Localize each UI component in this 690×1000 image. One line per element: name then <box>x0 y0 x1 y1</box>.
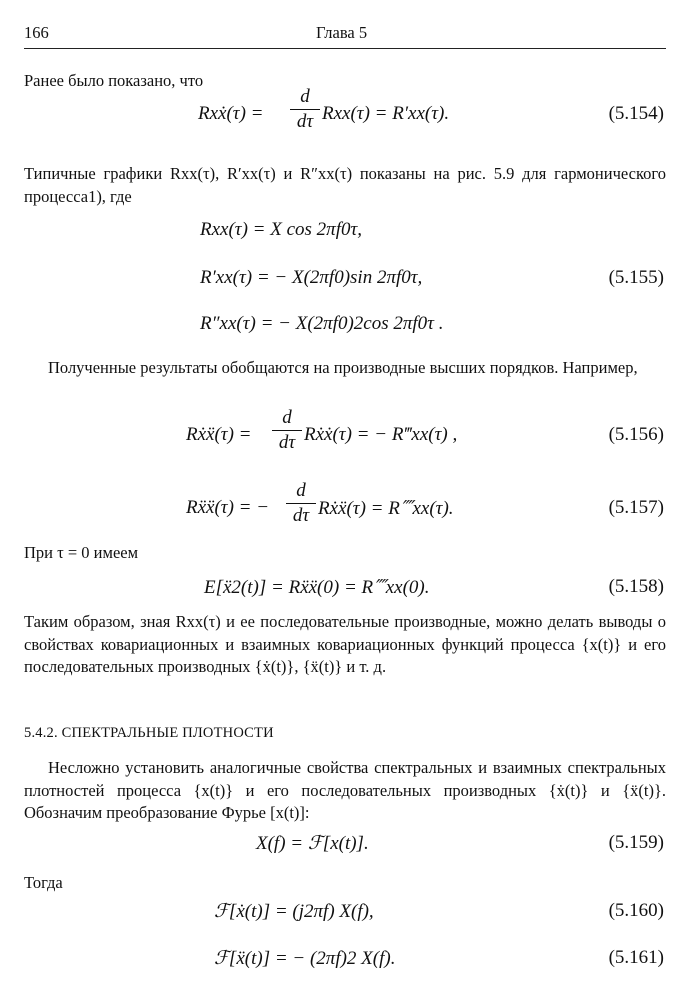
eq157-fraction: d dτ <box>286 480 316 527</box>
eq160-number: (5.160) <box>608 900 664 921</box>
eq158-expr: E[ẍ2(t)] = Rẍẍ(0) = R⁗xx(0). <box>204 577 430 598</box>
eq156-fraction: d dτ <box>272 407 302 454</box>
eq159-expr: X(f) = ℱ[x(t)]. <box>256 833 369 854</box>
eq155-line2: R′xx(τ) = − X(2πf0)sin 2πf0τ, <box>200 267 423 288</box>
eq161-expr: ℱ[ẍ(t)] = − (2πf)2 X(f). <box>214 948 396 969</box>
page-number: 166 <box>24 23 49 42</box>
at-zero-text: При τ = 0 имеем <box>24 543 139 562</box>
eq154-fraction: d dτ <box>290 86 320 133</box>
eq155-number: (5.155) <box>608 267 664 288</box>
paragraph-typical-graphs-text: Типичные графики Rxx(τ), R′xx(τ) и R″xx(τ) показаны на рис. 5.9 для гармонического процесса1), где <box>24 164 666 206</box>
paragraph-spectral <box>24 757 666 825</box>
eq158-number: (5.158) <box>608 576 664 597</box>
eq154-rhs: Rxx(τ) = R′xx(τ). <box>322 103 450 124</box>
eq159-number: (5.159) <box>608 832 664 853</box>
eq154-number: (5.154) <box>608 103 664 124</box>
chapter-title: Глава 5 <box>316 23 368 42</box>
paragraph-thus <box>24 611 666 679</box>
header-rule <box>24 48 666 49</box>
paragraph-generalize-text: Полученные результаты обобщаются на производные высших порядков. Например, <box>48 358 638 377</box>
eq160-expr: ℱ[ẋ(t)] = (j2πf) X(f), <box>214 901 374 922</box>
paragraph-spectral-text: Несложно установить аналогичные свойства спектральных и взаимных спектральных плотностей процесса {x(t)} и его последовательных производных {ẋ(t)} и {ẍ(t)}. Обозначим преобразование Фурье [x(t)]: <box>24 758 666 822</box>
eq157-lhs: Rẍẍ(τ) = − <box>186 497 270 518</box>
section-heading: 5.4.2. СПЕКТРАЛЬНЫЕ ПЛОТНОСТИ <box>24 725 274 741</box>
paragraph-typical-graphs <box>24 163 666 208</box>
then-text: Тогда <box>24 873 63 892</box>
eq157-number: (5.157) <box>608 497 664 518</box>
eq155-line1: Rxx(τ) = X cos 2πf0τ, <box>200 219 363 240</box>
eq157-rhs: Rẋẍ(τ) = R⁗xx(τ). <box>318 498 454 519</box>
eq156-lhs: Rẋẍ(τ) = <box>186 424 252 445</box>
eq154-lhs: Rxẋ(τ) = <box>198 103 264 124</box>
eq156-rhs: Rẋẋ(τ) = − R‴xx(τ) , <box>304 424 458 445</box>
intro-text: Ранее было показано, что <box>24 71 204 90</box>
paragraph-generalize <box>24 357 666 380</box>
paragraph-thus-text: Таким образом, зная Rxx(τ) и ее последовательные производные, можно делать выводы о свойствах ковариационных и взаимных ковариационных функций процесса {x(t)} и его последовательных производных {ẋ(t)}, {ẍ(t)} и т. д. <box>24 612 666 676</box>
eq155-line3: R″xx(τ) = − X(2πf0)2cos 2πf0τ . <box>200 313 444 334</box>
eq156-number: (5.156) <box>608 424 664 445</box>
eq161-number: (5.161) <box>608 947 664 968</box>
